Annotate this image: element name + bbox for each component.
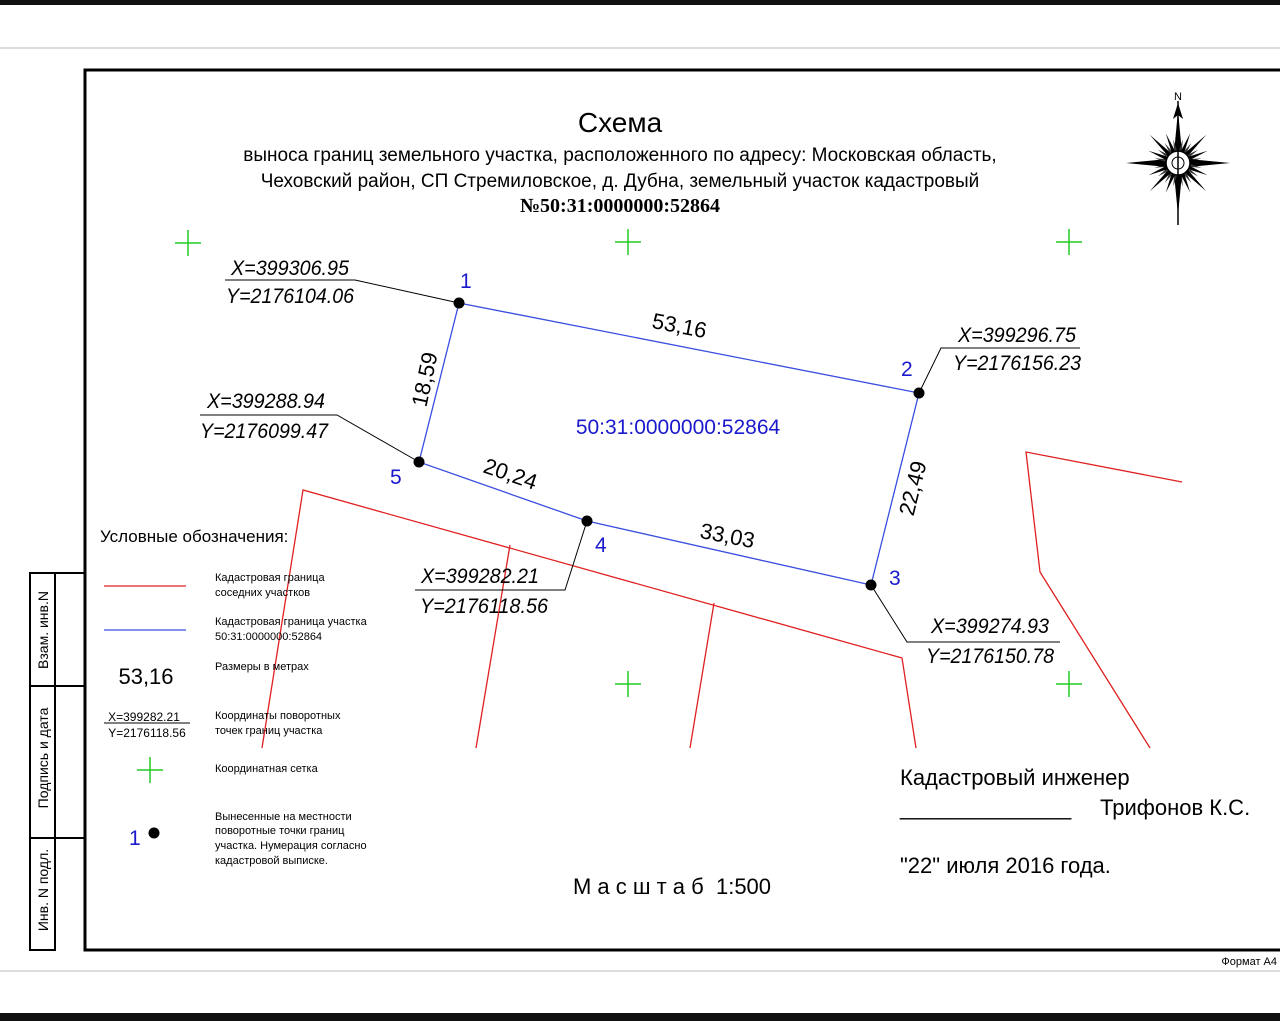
parcel-boundary bbox=[419, 303, 919, 585]
point-3-marker bbox=[866, 580, 877, 591]
point-1-y: Y=2176104.06 bbox=[226, 285, 355, 308]
grid-cross-icon bbox=[175, 230, 201, 256]
legend-size-desc: Размеры в метрах bbox=[215, 661, 309, 673]
legend-point-desc-line4: кадастровой выписке. bbox=[215, 855, 328, 867]
grid-cross-icon bbox=[1056, 671, 1082, 697]
point-4-marker bbox=[582, 516, 593, 527]
point-4-y: Y=2176118.56 bbox=[420, 595, 549, 618]
segment-length-2-3: 22,49 bbox=[893, 458, 932, 518]
scheme-subtitle-line1: выноса границ земельного участка, расположенного по адресу: Московская область, bbox=[243, 145, 997, 166]
point-4-number: 4 bbox=[595, 534, 607, 557]
scheme-title: Схема bbox=[577, 107, 663, 138]
scheme-cadastral-number: №50:31:0000000:52864 bbox=[519, 195, 721, 217]
grid-cross-icon bbox=[1056, 229, 1082, 255]
segment-length-4-5: 20,24 bbox=[480, 453, 541, 495]
legend-title: Условные обозначения: bbox=[100, 527, 289, 546]
neighbor-boundary-line bbox=[1026, 452, 1182, 748]
legend-coord-desc-line2: точек границ участка bbox=[215, 725, 323, 737]
point-3-y: Y=2176150.78 bbox=[926, 645, 1055, 668]
legend-coord-desc-line1: Координаты поворотных bbox=[215, 710, 341, 722]
segment-length-5-1: 18,59 bbox=[406, 349, 443, 409]
point-3-number: 3 bbox=[889, 567, 901, 590]
point-1-number: 1 bbox=[460, 270, 472, 293]
point-2-x: X=399296.75 bbox=[957, 324, 1077, 347]
point-3-x: X=399274.93 bbox=[930, 615, 1050, 638]
neighbor-boundaries bbox=[262, 452, 1182, 748]
point-2-number: 2 bbox=[901, 358, 913, 381]
engineer-title: Кадастровый инженер bbox=[900, 765, 1130, 790]
point-5-marker bbox=[414, 457, 425, 468]
point-1-x: X=399306.95 bbox=[230, 257, 350, 280]
point-5-x: X=399288.94 bbox=[206, 390, 325, 413]
turning-points bbox=[414, 298, 925, 591]
legend-neighbor-line1: Кадастровая граница bbox=[215, 572, 325, 584]
legend-coord-sample-x: X=399282.21 bbox=[108, 710, 180, 724]
scale-label: М а с ш т а б 1:500 bbox=[572, 874, 772, 899]
point-2-y: Y=2176156.23 bbox=[953, 352, 1082, 375]
segment-length-3-4: 33,03 bbox=[698, 518, 757, 554]
compass-rose-icon bbox=[1126, 91, 1230, 225]
legend-neighbor-line2: соседних участков bbox=[215, 587, 311, 599]
legend-point-marker bbox=[149, 828, 160, 839]
parcel-number-label: 50:31:0000000:52864 bbox=[575, 416, 781, 439]
engineer-block bbox=[899, 765, 1250, 878]
legend-coord-sample-y: Y=2176118.56 bbox=[108, 726, 186, 740]
coordinate-labels bbox=[200, 257, 1081, 668]
point-1-marker bbox=[454, 298, 465, 309]
legend-parcel-line2: 50:31:0000000:52864 bbox=[215, 631, 323, 643]
legend-grid-desc: Координатная сетка bbox=[215, 763, 318, 775]
legend-point-desc-line2: поворотные точки границ bbox=[215, 825, 345, 837]
stamp-signature-date: Подпись и дата bbox=[35, 707, 51, 809]
format-label: Формат А4 bbox=[1221, 956, 1277, 968]
top-dark-bar bbox=[0, 0, 1280, 5]
engineer-date: "22" июля 2016 года. bbox=[900, 853, 1111, 878]
grid-cross-icon bbox=[615, 671, 641, 697]
legend-point-desc-line3: участка. Нумерация согласно bbox=[215, 840, 367, 852]
bottom-dark-bar bbox=[0, 1013, 1280, 1021]
coordinate-leaders bbox=[200, 280, 1080, 642]
legend-point-sample: 1 bbox=[129, 827, 141, 850]
stamp-original-inventory: Инв. N подл. bbox=[35, 848, 51, 932]
point-2-marker bbox=[914, 388, 925, 399]
neighbor-boundary-line bbox=[690, 603, 714, 748]
engineer-signature-line: ______________ bbox=[900, 795, 1072, 820]
legend-point-desc-line1: Вынесенные на местности bbox=[215, 811, 352, 823]
legend bbox=[100, 527, 368, 867]
compass-north-label: N bbox=[1174, 91, 1182, 103]
stamp-replaced-inventory: Взам. инв.N bbox=[35, 591, 51, 669]
point-5-y: Y=2176099.47 bbox=[200, 420, 330, 443]
grid-cross-icon bbox=[615, 229, 641, 255]
segment-length-1-2: 53,16 bbox=[650, 308, 709, 344]
legend-grid-cross-icon bbox=[137, 757, 163, 783]
legend-parcel-line1: Кадастровая граница участка bbox=[215, 616, 367, 628]
side-stamp bbox=[30, 573, 85, 950]
legend-size-sample: 53,16 bbox=[118, 664, 174, 689]
scheme-subtitle-line2: Чеховский район, СП Стремиловское, д. Дубна, земельный участок кадастровый bbox=[260, 171, 980, 192]
point-4-x: X=399282.21 bbox=[420, 565, 539, 588]
point-5-number: 5 bbox=[390, 466, 402, 489]
engineer-name: Трифонов К.С. bbox=[1100, 795, 1251, 820]
